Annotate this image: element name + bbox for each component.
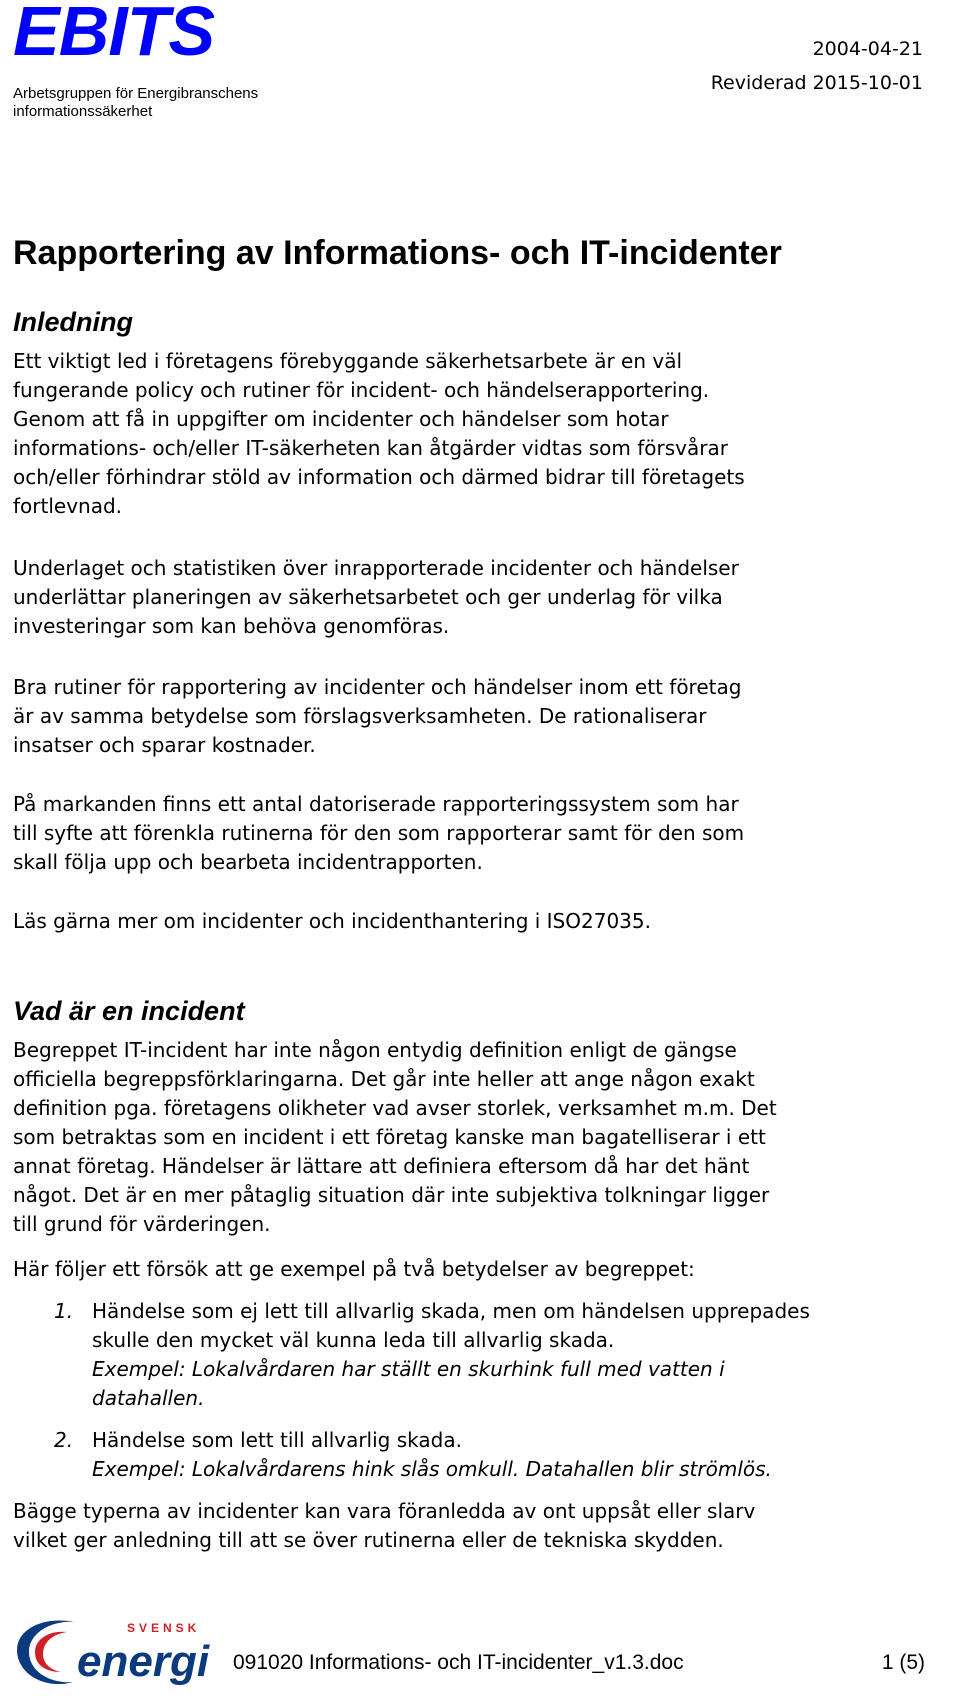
text-line: Begreppet IT-incident har inte någon entydig definition enligt de gängse [13, 1038, 737, 1062]
text-line: På markanden finns ett antal datoriserade rapporteringssystem som har [13, 792, 739, 816]
text-line: annat företag. Händelser är lättare att definiera eftersom då har det hänt [13, 1154, 750, 1178]
intro-paragraph-2 [13, 554, 953, 641]
text-line: något. Det är en mer påtaglig situation där inte subjektiva tolkningar ligger [13, 1183, 770, 1207]
logo-swoosh-navy [17, 1620, 75, 1684]
section-heading-intro: Inledning [13, 307, 133, 337]
logo-word-energi: energi [77, 1637, 210, 1686]
text-line: vilket ger anledning till att se över rutinerna eller de tekniska skydden. [13, 1528, 724, 1552]
text-line: Genom att få in uppgifter om incidenter och händelser som hotar [13, 407, 669, 431]
text-line: underlättar planeringen av säkerhetsarbetet och ger underlag för vilka [13, 585, 723, 609]
text-line: Underlaget och statistiken över inrapporterade incidenter och händelser [13, 556, 739, 580]
example-number: 1. [54, 1299, 74, 1323]
intro-paragraph-4 [13, 790, 953, 877]
example-line: Exempel: Lokalvårdaren har ställt en skurhink full med vatten i [92, 1357, 725, 1381]
document-date: 2004-04-21 [812, 38, 923, 60]
incident-paragraph-3 [13, 1497, 953, 1555]
ebits-logo: EBITS [13, 0, 215, 70]
text-line: insatser och sparar kostnader. [13, 733, 316, 757]
text-line: till syfte att förenkla rutinerna för den som rapporterar samt för den som [13, 821, 745, 845]
intro-paragraph-3 [13, 673, 953, 760]
text-line: informations- och/eller IT-säkerheten kan åtgärder vidtas som försvårar [13, 436, 728, 460]
section-heading-incident: Vad är en incident [13, 996, 245, 1026]
page-title: Rapportering av Informations- och IT-incidenter [13, 234, 782, 272]
example-number: 2. [54, 1428, 74, 1452]
logo-word-svensk: SVENSK [127, 1621, 201, 1635]
text-line: Ett viktigt led i företagens förebyggande säkerhetsarbete är en väl [13, 349, 683, 373]
text-line: investeringar som kan behöva genomföras. [13, 614, 450, 638]
text-line: Bägge typerna av incidenter kan vara föranledda av ont uppsåt eller slarv [13, 1499, 756, 1523]
text-line: definition pga. företagens olikheter vad avser storlek, verksamhet m.m. Det [13, 1096, 777, 1120]
text-line: skall följa upp och bearbeta incidentrapporten. [13, 850, 483, 874]
text-line: Händelse som ej lett till allvarlig skada, men om händelsen upprepades [92, 1299, 810, 1323]
intro-paragraph-5 [13, 907, 953, 936]
text-line: Händelse som lett till allvarlig skada. [92, 1428, 462, 1452]
org-name-line-1: Arbetsgruppen för Energibranschens [13, 85, 259, 102]
footer-filename: 091020 Informations- och IT-incidenter_v1.3.doc [233, 1651, 684, 1674]
text-line: och/eller förhindrar stöld av information och därmed bidrar till företagets [13, 465, 745, 489]
intro-paragraph-1 [13, 347, 953, 521]
text-line: Här följer ett försök att ge exempel på två betydelser av begreppet: [13, 1257, 695, 1281]
footer-page-number: 1 (5) [881, 1651, 925, 1674]
example-content [92, 1426, 958, 1484]
example-content [92, 1297, 958, 1413]
org-name-line-2: informationssäkerhet [13, 103, 153, 120]
text-line: är av samma betydelse som förslagsverksamheten. De rationaliserar [13, 704, 707, 728]
svensk-energi-logo [5, 1610, 215, 1690]
logo-swoosh-red [35, 1632, 67, 1672]
text-line: fortlevnad. [13, 494, 123, 518]
text-line: officiella begreppsförklaringarna. Det går inte heller att ange någon exakt [13, 1067, 755, 1091]
incident-paragraph-1 [13, 1036, 953, 1239]
text-line: skulle den mycket väl kunna leda till allvarlig skada. [92, 1328, 615, 1352]
text-line: Läs gärna mer om incidenter och incidenthantering i ISO27035. [13, 909, 651, 933]
example-line: datahallen. [92, 1386, 205, 1410]
revision-date: Reviderad 2015-10-01 [710, 72, 923, 94]
text-line: till grund för värderingen. [13, 1212, 271, 1236]
example-line: Exempel: Lokalvårdarens hink slås omkull. Datahallen blir strömlös. [92, 1457, 772, 1481]
incident-paragraph-2 [13, 1255, 953, 1284]
text-line: Bra rutiner för rapportering av incidenter och händelser inom ett företag [13, 675, 742, 699]
text-line: som betraktas som en incident i ett företag kanske man bagatelliserar i ett [13, 1125, 766, 1149]
text-line: fungerande policy och rutiner för incident- och händelserapportering. [13, 378, 710, 402]
